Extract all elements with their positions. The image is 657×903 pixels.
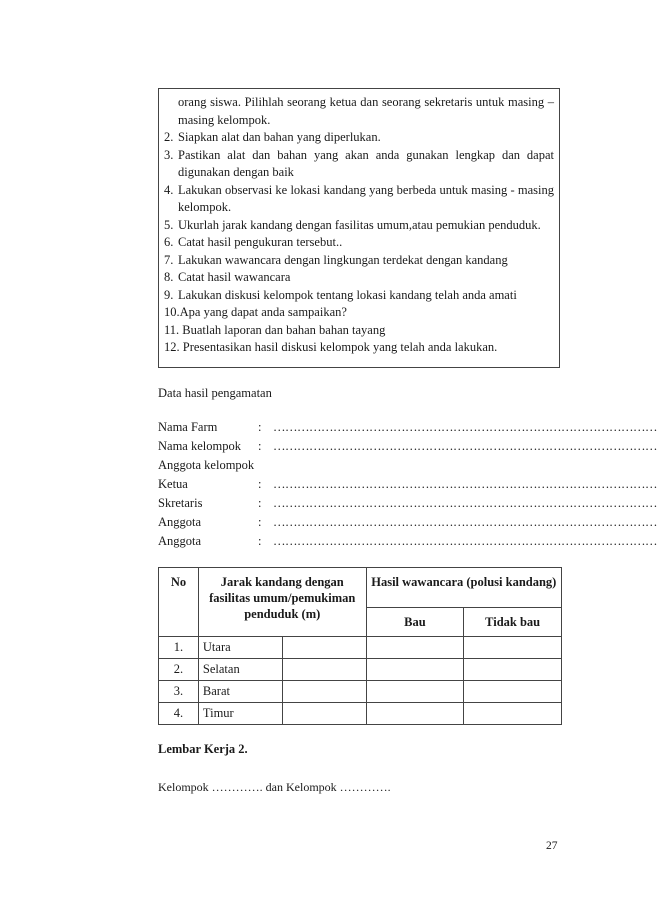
table-cell-empty	[464, 637, 562, 659]
fill-in-blank: ……………………………………………………………………………………	[273, 439, 657, 453]
instruction-intro: orang siswa. Pilihlah seorang ketua dan seorang sekretaris untuk masing –masing kelompok.	[178, 95, 554, 127]
list-item: 5. Ukurlah jarak kandang dengan fasilitas umum,atau pemukian penduduk.	[164, 217, 541, 232]
kelompok-line: Kelompok …………. dan Kelompok ………….	[158, 780, 391, 794]
field-nama-farm: Nama Farm : ……………………………………………………………………………………	[158, 418, 562, 437]
field-nama-kelompok: Nama kelompok : ……………………………………………………………………………………	[158, 437, 562, 456]
table-cell-empty	[464, 659, 562, 681]
table-cell-empty	[464, 703, 562, 725]
table-cell-empty	[282, 703, 366, 725]
field-anggota-kelompok: Anggota kelompok	[158, 458, 255, 472]
observation-fields	[158, 418, 657, 551]
list-item: 4. Lakukan observasi ke lokasi kandang yang berbeda untuk masing - masing kelompok.	[164, 182, 554, 214]
table-cell-empty	[366, 637, 464, 659]
table-cell-empty	[282, 637, 366, 659]
table-cell-empty	[282, 659, 366, 681]
fill-in-blank: ……………………………………………………………………………………	[273, 477, 657, 491]
list-item: 3. Pastikan alat dan bahan yang akan anda gunakan lengkap dan dapat digunakan dengan baik	[164, 147, 554, 179]
table-row: 2. Selatan	[159, 659, 562, 681]
header-hasil-wawancara: Hasil wawancara (polusi kandang)	[366, 568, 561, 608]
lembar-kerja-heading: Lembar Kerja 2.	[158, 742, 248, 756]
fill-in-blank: ……………………………………………………………………………………	[273, 496, 657, 510]
header-no: No	[159, 568, 199, 637]
fill-in-blank: ……………………………………………………………………………………	[273, 515, 657, 529]
header-bau: Bau	[366, 608, 464, 637]
instruction-box	[158, 88, 560, 368]
list-item: 2. Siapkan alat dan bahan yang diperlukan.	[164, 130, 381, 144]
fill-in-blank: ……………………………………………………………………………………	[273, 420, 657, 434]
data-heading: Data hasil pengamatan	[158, 386, 272, 400]
list-item: 9. Lakukan diskusi kelompok tentang lokasi kandang telah anda amati	[164, 287, 517, 302]
list-item: 8. Catat hasil wawancara	[164, 270, 291, 284]
field-ketua: Ketua : ……………………………………………………………………………………	[158, 475, 562, 494]
page-number: 27	[546, 840, 558, 852]
field-anggota: Anggota : ……………………………………………………………………………………	[158, 513, 562, 532]
list-item: 7. Lakukan wawancara dengan lingkungan terdekat dengan kandang	[164, 252, 508, 267]
table-cell-empty	[366, 681, 464, 703]
table-cell-empty	[282, 681, 366, 703]
header-jarak: Jarak kandang dengan fasilitas umum/pemukiman penduduk (m)	[198, 568, 366, 637]
field-anggota: Anggota : ……………………………………………………………………………………	[158, 532, 562, 551]
table-row: 4. Timur	[159, 703, 562, 725]
header-tidak-bau: Tidak bau	[464, 608, 562, 637]
field-skretaris: Skretaris : ……………………………………………………………………………………	[158, 494, 562, 513]
list-item: 6. Catat hasil pengukuran tersebut..	[164, 235, 343, 249]
fill-in-blank: ……………………………………………………………………………………	[273, 534, 657, 548]
table-cell-empty	[366, 703, 464, 725]
table-cell-empty	[366, 659, 464, 681]
observation-table	[158, 567, 562, 725]
list-item: 11. Buatlah laporan dan bahan bahan tayang	[164, 322, 386, 337]
list-item: 12. Presentasikan hasil diskusi kelompok yang telah anda lakukan.	[164, 340, 498, 354]
list-item: 10. Apa yang dapat anda sampaikan?	[164, 305, 347, 319]
table-row: 1. Utara	[159, 637, 562, 659]
table-row: 3. Barat	[159, 681, 562, 703]
table-cell-empty	[464, 681, 562, 703]
